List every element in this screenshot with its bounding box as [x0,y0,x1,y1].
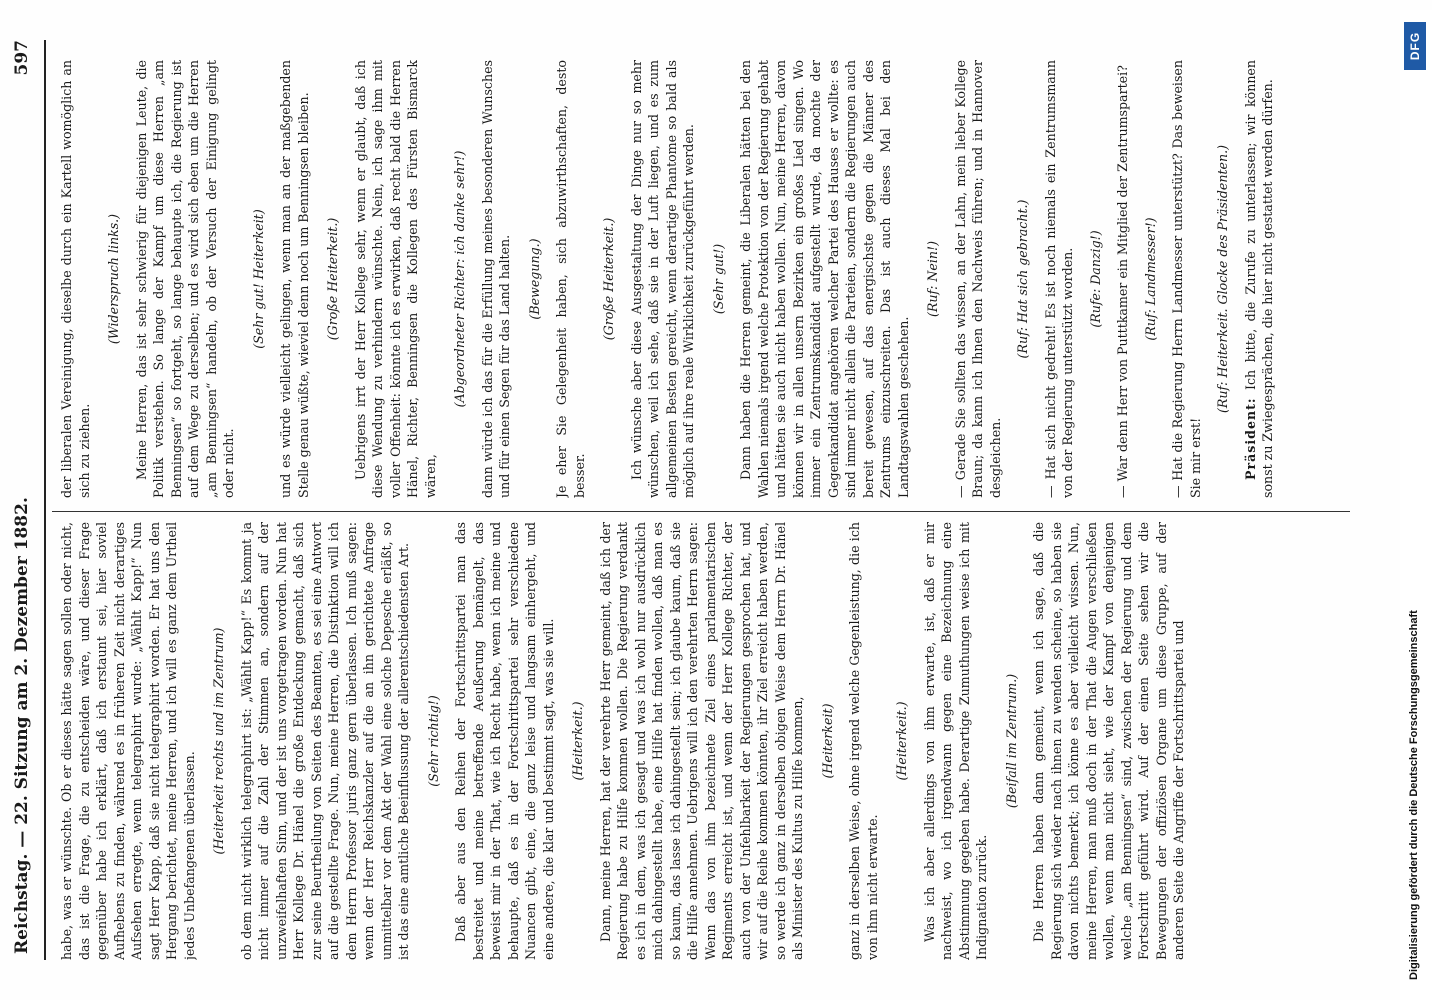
interjection: (Abgeordneter Richter: ich danke sehr!) [452,150,467,408]
column-divider [52,511,1350,512]
paragraph: Dann haben die Herren gemeint, die Liberalen hätten bei den Wahlen niemals irgend welche Protektion von der Regierung gehabt und hätten sie auch nicht haben wollen. Nun, meine Herren, davon können wir in allen unsern Bezirken ein großes Lied singen. Wo immer ein Zentrumskandidat aufgestellt wurde, da mochte der Gegenkandidat angehören welcher Partei des Hauses er wollte: es sind immer nicht allein die Parteien, sondern die Regierungen auch bereit gewesen, auf das energischste gegen die Männer des Zentrums einzuschreiten. Das ist auch dieses Mal bei den Landtagswahlen geschehen. [738,60,911,498]
paragraph: und es würde vielleicht gelingen, wenn man an der maßgebenden Stelle genau wüßte, wieviel denn noch um Benningsen bleiben. [278,60,311,498]
interjection: (Rufe: Danzig!) [1087,230,1103,328]
paragraph: Die Herren haben dann gemeint, wenn ich sage, daß die Regierung sich wieder nach ihnen zu wenden scheine, so haben sie davon nichts bemerkt; ich könne es aber vielleicht wissen. Nun, meine Herren, man muß doch in der That die Augen verschließen wollen, wenn man nicht sieht, wie der Kampf von denjenigen welche „am Benningsen“ sind, zwischen der Regierung und dem Fortschritt geführt wird. Auf der einen Seite sehen wir die Bewegungen der offiziösen Organe um diese Gruppe, auf der anderen Seite die Angriffe der Fortschrittspartei und [1031,522,1186,960]
paragraph: Daß aber aus den Reihen der Fortschrittspartei man das bestreitet und meine betreffende Aeußerung bemängelt, das beweist mir in der That, wie ich Recht habe, wenn ich meine und behaupte, daß es in der Fortschrittspartei sehr verschiedene Nuancen gibt, eine, die ganz leise und langsam einhergeht, und eine andere, die klar und bestimmt sagt, was sie will. [453,522,556,960]
interjection: (Große Heiterkeit.) [601,217,616,341]
paragraph: Je eher Sie Gelegenheit haben, sich abzuwirthschaften, desto besser. [554,60,587,498]
paragraph: habe, was er wünschte. Ob er dieses hätte sagen sollen oder nicht, das ist die Frage, die zu entscheiden wäre, und dieser Frage gegenüber habe ich erklärt, daß ich erstaunt sei, hier soviel Aufhebens zu finden, während es in früheren Zeit nicht derartiges Aufsehen erregte, wenn telegraphirt wurde: „Wählt Kapp!“ Nun sagt Herr Kapp, daß sie nicht telegraphirt worden. Er hat uns den Hergang berichtet, meine Herren, und ich will es ganz dem Urtheil jedes Unbefangenen überlassen. [59,522,197,960]
paragraph: Uebrigens irrt der Herr Kollege sehr, wenn er glaubt, daß ich diese Wendung zu verhindern wünschte. Nein, ich sage ihm mit voller Offenheit: könnte ich es erwirken, daß recht bald die Herren Hänel, Richter, Benningsen die Kollegen des Fürsten Bismarck wären, [352,60,438,498]
page-number: 597 [12,40,32,76]
interjection: (Ruf: Hat sich gebracht.) [1015,199,1030,359]
speaker-label: Präsident: [1242,397,1258,480]
interjection: (Heiterkeit.) [570,701,585,781]
interjection: (Ruf: Landmesser!) [1142,217,1158,341]
dash-paragraph: — Hat sich nicht gedreht! Es ist noch niemals ein Zentrumsmann von der Regierung unterstützt worden. [1042,60,1075,498]
dash-paragraph: — War denn Herr von Putttkamer ein Mitglied der Zentrumspartei? [1115,65,1130,498]
paragraph: der liberalen Vereinigung, dieselbe durch ein Kartell womöglich an sich zu ziehen. [59,60,92,498]
interjection: (Heiterkeit rechts und im Zentrum) [211,627,226,855]
header-title: Reichstag. — 22. Sitzung am 2. Dezember 1882. [12,497,32,954]
right-column [58,60,1350,498]
paragraph: Meine Herren, das ist sehr schwierig für diejenigen Leute, die Politik verstehen. So lange der Kampf um diese Herren „am Benningsen“ so fortgeht, so lange behaupte ich, die Regierung ist auf dem Wege zu derselben; und es wird sich eben um die Herren „am Benningsen“ handeln, ob der Versuch der Einigung gelingt oder nicht. [133,60,236,498]
interjection: (Bewegung.) [526,238,542,320]
interjection: (Beifall im Zentrum.) [1003,673,1019,809]
interjection: (Heiterkeit.) [894,701,909,781]
digitization-sidebar [1400,10,1432,1000]
interjection: (Ruf: Heiterkeit. Glocke des Präsidenten.) [1215,144,1230,414]
dfg-logo: DFG [1404,22,1426,70]
dash-paragraph: — Hat die Regierung Herrn Landmesser unterstützt? Das beweisen Sie mir erst! [1170,60,1203,498]
interjection: (Widerspruch links.) [106,213,121,345]
paragraph: ob dem nicht wirklich telegraphirt ist: „Wählt Kapp!“ Es kommt ja nicht immer auf die Zahl der Stimmen an, sondern auf der unzweifelhaften Sinn, und der ist uns vorgetragen worden. Nun hat Herr Kollege Dr. Hänel die große Entdeckung gemacht, daß sich zur seine Beurtheilung von Seiten des Beamten, es sei eine Antwort auf die gestellte Frage. Nun, meine Herren, die Distinktion will ich dem Herrn Professor juris ganz gern überlassen. Ich muß sagen: wenn der Herr Reichskanzler auf die an ihn gerichtete Anfrage unmittelbar vor dem Akt der Wahl eine solche Depesche erläßt, so ist das eine amtliche Beeinflussung der allerentschiedensten Art. [238,522,411,960]
left-column [58,522,1350,960]
paragraph: dann würde ich das für die Erfüllung meines besonderen Wunsches und für einen Segen für das Land halten. [479,60,512,498]
paragraph: ganz in derselben Weise, ohne irgend welche Gegenleistung, die ich von ihm nicht erwarte. [847,522,880,960]
interjection: (Große Heiterkeit.) [325,217,340,341]
page-header [6,40,40,954]
interjection: (Sehr gut! Heiterkeit) [250,209,266,349]
interjection: (Heiterkeit) [819,703,835,779]
paragraph: Ich wünsche aber diese Ausgestaltung der Dinge nur so mehr wünschen, weil ich sehe, daß sie in der Luft liegen, und es zum allgemeinen Besten gereicht, wenn derartige Phantome so bald als möglich auf ihre reale Wirklichkeit zurückgeführt werden. [628,60,696,498]
paragraph: Was ich aber allerdings von ihm erwarte, ist, daß er mir nachweist, wo ich irgendwann gegen eine Bezeichnung eine Abstimmung gegeben habe. Derartige Zumuthungen weise ich mit Indignation zurück. [921,522,989,960]
interjection: (Sehr richtig!) [425,695,441,787]
header-rule [44,40,46,960]
paragraph: Dann, meine Herren, hat der verehrte Herr gemeint, daß ich der Regierung habe zu Hilfe kommen wollen. Die Regierung verdankt es ich in dem, was ich gesagt und was ich wohl nur ausdrücklich mich dahingestellt habe, eine Hilfe hat finden wollen, daß man es so kaum, das lasse ich dahingestellt sein; ich glaube kaum, daß sie die Hilfe annehmen. Uebrigens will ich den verehrten Herrn sagen: Wenn das von ihm bezeichnete Ziel eines parlamentarischen Regiments erreicht ist, und wenn der Herr Kollege Richter, der auch von der Unfehlbarkeit der Regierungen gesprochen hat, und wir auf die Reihe kommen könnten, ihr Ziel erreicht haben werden, so werde ich ganz in derselben obigen Weise dem Herrn Dr. Hänel als Minister des Kultus zu Hilfe kommen, [597,522,805,960]
president-remark [1242,60,1277,498]
digitization-credit: Digitalisierung gefördert durch die Deutsche Forschungsgemeinschaft [1408,610,1420,980]
dash-paragraph: — Gerade Sie sollten das wissen, an der Lahn, mein lieber Kollege Braun; da kann ich Ihnen den Nachweis führen; und in Hannover desgleichen. [952,60,1003,498]
interjection: (Ruf: Nein!) [925,241,940,317]
interjection: (Sehr gut!) [710,243,726,315]
president-text: Ich bitte, die Zurufe zu unterlassen; wir können sonst zu Zwiegesprächen, die hier nicht gestattet werden dürfen. [1242,60,1275,498]
